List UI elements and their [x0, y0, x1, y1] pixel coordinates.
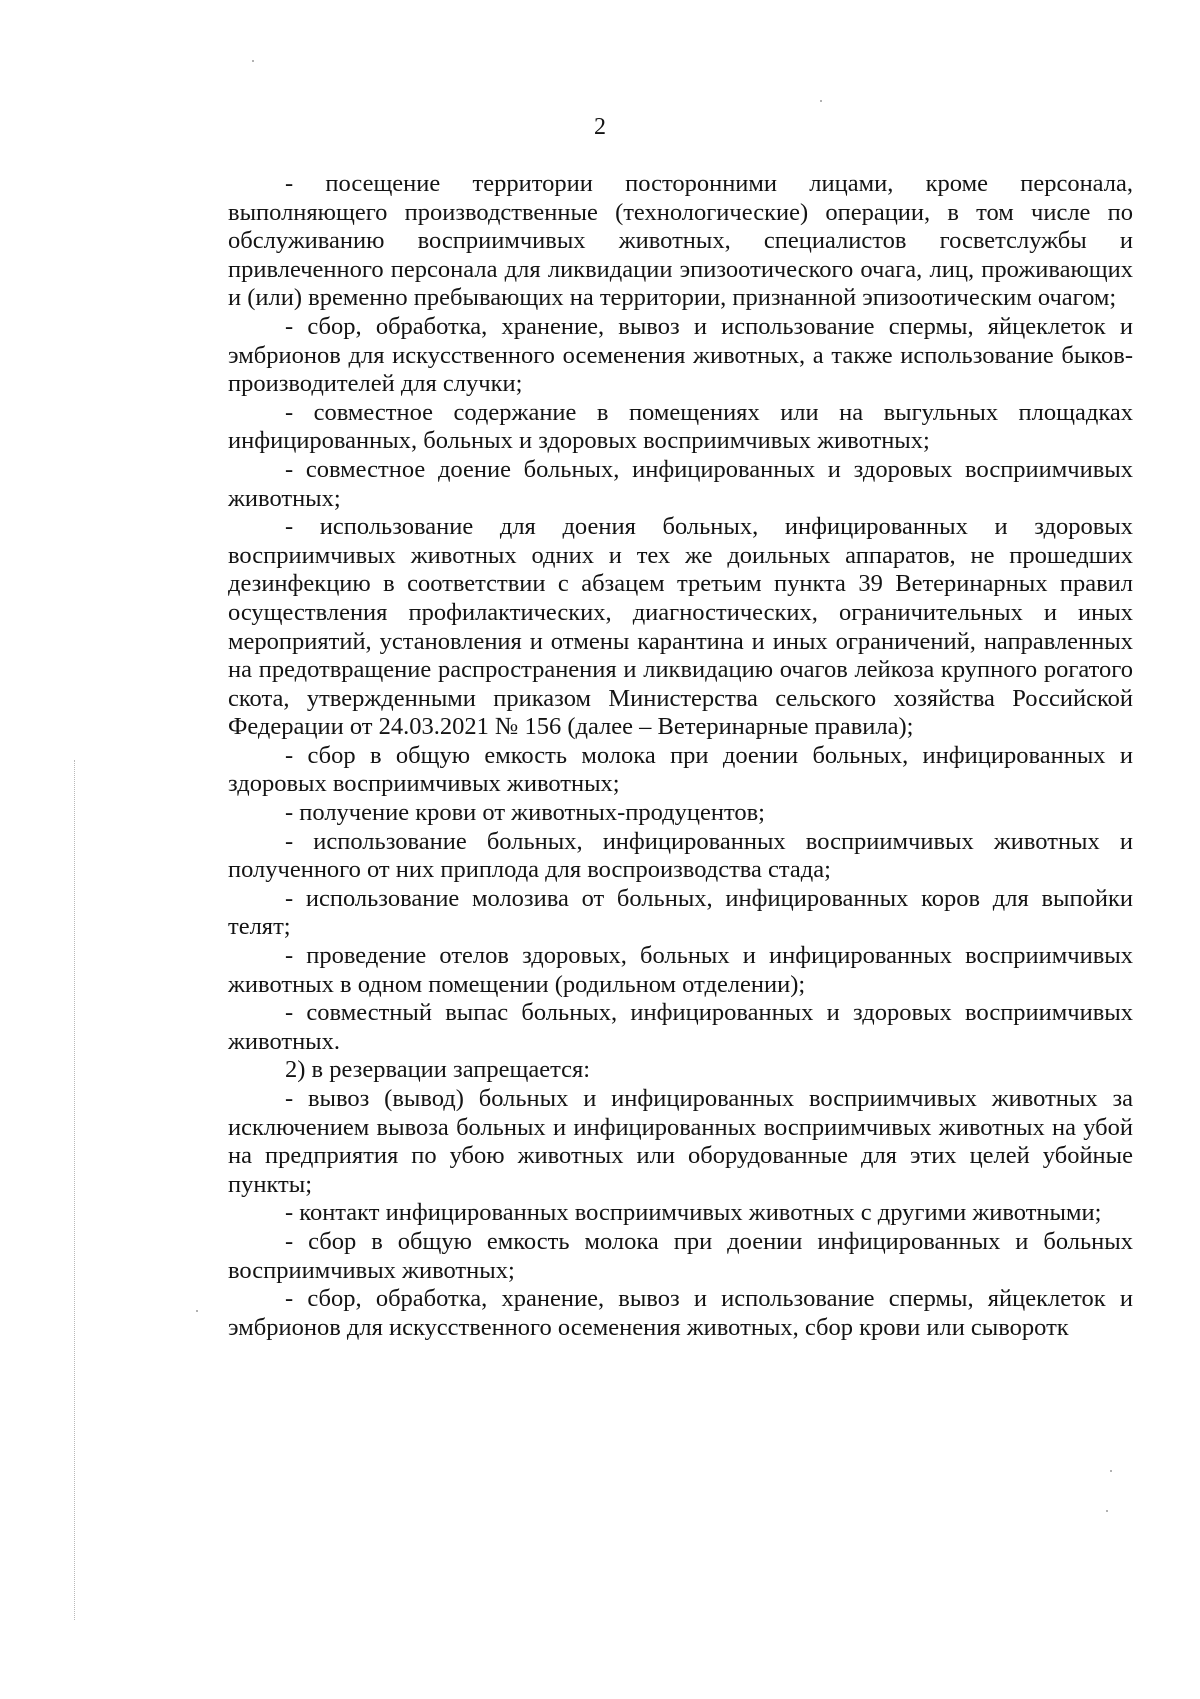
list-item-joint-housing: - совместное содержание в помещениях или на выгульных площадках инфицированных, больных и здоровых восприимчивых животных;	[228, 398, 1133, 455]
scan-speck	[1106, 1510, 1108, 1512]
list-item-calving: - проведение отелов здоровых, больных и инфицированных восприимчивых животных в одном помещении (родильном отделении);	[228, 942, 1133, 998]
list-item-sperm-collection: - сбор, обработка, хранение, вывоз и использование спермы, яйцеклеток и эмбрионов для искусственного осеменения животных, а также использование быков-производителей для случки;	[228, 312, 1133, 398]
list-item-blood-collection: - получение крови от животных-продуцентов;	[285, 799, 765, 827]
page-number: 2	[594, 114, 606, 140]
scan-speck	[252, 60, 254, 62]
list-item-milking-equipment: - использование для доения больных, инфицированных и здоровых восприимчивых животных одних и тех же доильных аппаратов, не прошедших дезинфекцию в соответствии с абзацем третьим пункта 39 Ветеринарных правил осуществления профилактических, диагностических, ограничительных и иных мероприятий, установления и отмены карантина и иных ограничений, направленных на предотвращение распространения и ликвидацию очагов лейкоза крупного рогатого скота, утвержденными приказом Министерства сельского хозяйства Российской Федерации от 24.03.2021 № 156 (далее – Ветеринарные правила);	[228, 513, 1133, 741]
document-body	[228, 170, 1133, 1342]
list-item-milk-common-tank-2: - сбор в общую емкость молока при доении инфицированных и больных восприимчивых животных;	[228, 1227, 1133, 1284]
list-item-milk-common-tank: - сбор в общую емкость молока при доении больных, инфицированных и здоровых восприимчивых животных;	[228, 741, 1133, 798]
scan-speck	[196, 1310, 198, 1312]
list-item-joint-milking: - совместное доение больных, инфицированных и здоровых восприимчивых животных;	[228, 455, 1133, 512]
list-item-sperm-collection-2: - сбор, обработка, хранение, вывоз и использование спермы, яйцеклеток и эмбрионов для искусственного осеменения животных, сбор крови или сыворотк	[228, 1285, 1133, 1341]
list-item-reproduction-use: - использование больных, инфицированных восприимчивых животных и полученного от них приплода для воспроизводства стада;	[228, 827, 1133, 884]
list-item-colostrum: - использование молозива от больных, инфицированных коров для выпойки телят;	[228, 884, 1133, 941]
scan-edge-marks	[74, 760, 76, 1620]
list-item-contact: - контакт инфицированных восприимчивых животных с другими животными;	[285, 1199, 1102, 1227]
scan-speck	[820, 100, 822, 102]
list-item-visitors: - посещение территории посторонними лицами, кроме персонала, выполняющего производственные (технологические) операции, в том числе по обслуживанию восприимчивых животных, специалистов госветслужбы и привлеченного персонала для ликвидации эпизоотического очага, лиц, проживающих и (или) временно пребывающих на территории, признанной эпизоотическим очагом;	[228, 170, 1133, 312]
list-item-joint-grazing: - совместный выпас больных, инфицированных и здоровых восприимчивых животных.	[228, 999, 1133, 1055]
scan-speck	[1110, 1470, 1112, 1472]
list-item-removal: - вывоз (вывод) больных и инфицированных восприимчивых животных за исключением вывоза больных и инфицированных восприимчивых животных на убой на предприятия по убою животных или оборудованные для этих целей убойные пункты;	[228, 1085, 1133, 1198]
section-heading-reservation: 2) в резервации запрещается:	[285, 1056, 591, 1084]
